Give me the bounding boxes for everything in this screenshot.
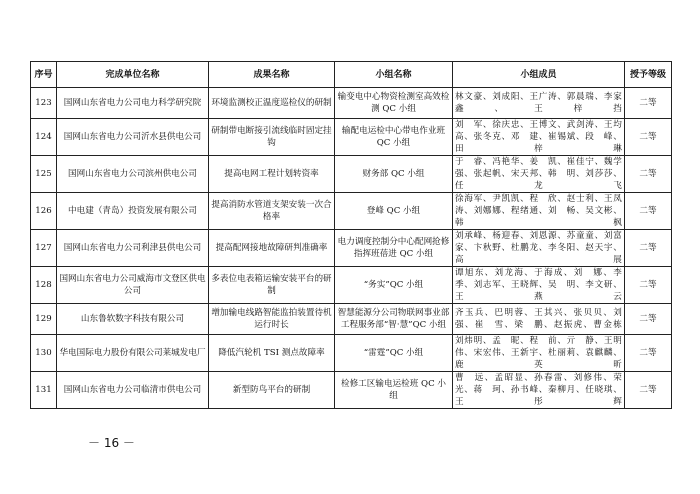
cell-level: 二等 [625, 193, 672, 230]
cell-achievement: 降低汽轮机 TSI 测点故障率 [209, 335, 335, 372]
cell-index: 127 [31, 230, 57, 267]
table-row [31, 304, 672, 335]
page-number: － 16 － [88, 436, 135, 450]
cell-unit: 国网山东省电力公司利津县供电公司 [57, 230, 209, 267]
header-unit: 完成单位名称 [57, 62, 209, 88]
cell-group: 检修工区输电运检班 QC 小组 [335, 372, 453, 409]
table-row [31, 267, 672, 304]
cell-level: 二等 [625, 267, 672, 304]
cell-members: 于 睿、冯艳华、姜 凯、崔佳宁、魏学强、张起帆、宋天邦、韩 明、刘莎莎、任龙飞 [453, 156, 625, 193]
cell-index: 129 [31, 304, 57, 335]
cell-achievement: 提高电网工程计划转资率 [209, 156, 335, 193]
cell-group: 财务部 QC 小组 [335, 156, 453, 193]
cell-group: 电力调度控制分中心配网抢修指挥班蓓进 QC 小组 [335, 230, 453, 267]
table-row [31, 156, 672, 193]
table-row [31, 335, 672, 372]
cell-index: 123 [31, 88, 57, 119]
cell-group: “务实”QC 小组 [335, 267, 453, 304]
cell-group: 输配电运检中心带电作业班 QC 小组 [335, 119, 453, 156]
cell-unit: 国网山东省电力公司临清市供电公司 [57, 372, 209, 409]
cell-group: “雷霆”QC 小组 [335, 335, 453, 372]
cell-group: 输变电中心物资检测室高效检测 QC 小组 [335, 88, 453, 119]
cell-achievement: 增加输电线路智能监拍装置待机运行时长 [209, 304, 335, 335]
cell-members: 刘承峰、杨迎春、刘恩源、苏童童、刘富家、卞秋野、杜鹏龙、李冬阳、赵天宇、高 展 [453, 230, 625, 267]
table-row [31, 193, 672, 230]
cell-unit: 国网山东省电力公司沂水县供电公司 [57, 119, 209, 156]
cell-unit: 中电建（青岛）投资发展有限公司 [57, 193, 209, 230]
cell-level: 二等 [625, 156, 672, 193]
cell-achievement: 提高消防水管道支架安装一次合格率 [209, 193, 335, 230]
cell-achievement: 新型防鸟平台的研制 [209, 372, 335, 409]
table-header-row [31, 62, 672, 88]
header-achievement: 成果名称 [209, 62, 335, 88]
table-row [31, 372, 672, 409]
cell-index: 131 [31, 372, 57, 409]
cell-unit: 国网山东省电力公司电力科学研究院 [57, 88, 209, 119]
cell-members: 刘 军、徐庆忠、王博文、武剑涛、王均高、张冬克、邓 建、崔锡斌、段 峰、田梓琳 [453, 119, 625, 156]
table-row [31, 119, 672, 156]
cell-group: 登峰 QC 小组 [335, 193, 453, 230]
cell-level: 二等 [625, 119, 672, 156]
cell-level: 二等 [625, 88, 672, 119]
cell-achievement: 多表位电表箱运输安装平台的研制 [209, 267, 335, 304]
cell-level: 二等 [625, 335, 672, 372]
header-level: 授予等级 [625, 62, 672, 88]
cell-achievement: 提高配网接地故障研判准确率 [209, 230, 335, 267]
cell-members: 齐玉兵、巴明蓉、王其兴、张贝贝、刘 强、崔 雪、梁 鹏、赵振虎、曹金栋 [453, 304, 625, 335]
cell-index: 130 [31, 335, 57, 372]
cell-members: 林文豪、刘成阳、王广涛、郭晨瑞、李家鑫、王梓挡 [453, 88, 625, 119]
header-index: 序号 [31, 62, 57, 88]
cell-achievement: 研制带电断接引流线临时固定挂钩 [209, 119, 335, 156]
cell-index: 126 [31, 193, 57, 230]
cell-group: 智慧能源分公司物联网事业部工程服务部“智·慧”QC 小组 [335, 304, 453, 335]
cell-index: 125 [31, 156, 57, 193]
table-row [31, 230, 672, 267]
cell-level: 二等 [625, 372, 672, 409]
cell-level: 二等 [625, 230, 672, 267]
cell-achievement: 环境监测校正温度巡检仪的研制 [209, 88, 335, 119]
cell-members: 刘炜明、孟 昵、程 前、亓 静、王明伟、宋宏伟、王新宇、杜丽莉、袁麒麟、鹿英昕 [453, 335, 625, 372]
cell-index: 124 [31, 119, 57, 156]
cell-index: 128 [31, 267, 57, 304]
cell-members: 谭旭东、刘龙海、于海成、刘 娜、李 季、刘志军、王晓辉、吴 明、李文研、王燕云 [453, 267, 625, 304]
table-row [31, 88, 672, 119]
awards-table [30, 61, 672, 409]
cell-unit: 山东鲁软数字科技有限公司 [57, 304, 209, 335]
header-members: 小组成员 [453, 62, 625, 88]
cell-unit: 国网山东省电力公司滨州供电公司 [57, 156, 209, 193]
cell-unit: 华电国际电力股份有限公司莱城发电厂 [57, 335, 209, 372]
cell-unit: 国网山东省电力公司威海市文登区供电公司 [57, 267, 209, 304]
header-group: 小组名称 [335, 62, 453, 88]
cell-level: 二等 [625, 304, 672, 335]
cell-members: 曹 远、孟昭显、孙春雷、刘修伟、荣 光、蒋 珂、孙书峰、秦柳月、任晓琪、王彤辉 [453, 372, 625, 409]
cell-members: 徐海军、尹凯凯、程 欣、赵士利、王凤涛、刘娜娜、程绪通、刘 畅、吴文彬、韩 枫 [453, 193, 625, 230]
